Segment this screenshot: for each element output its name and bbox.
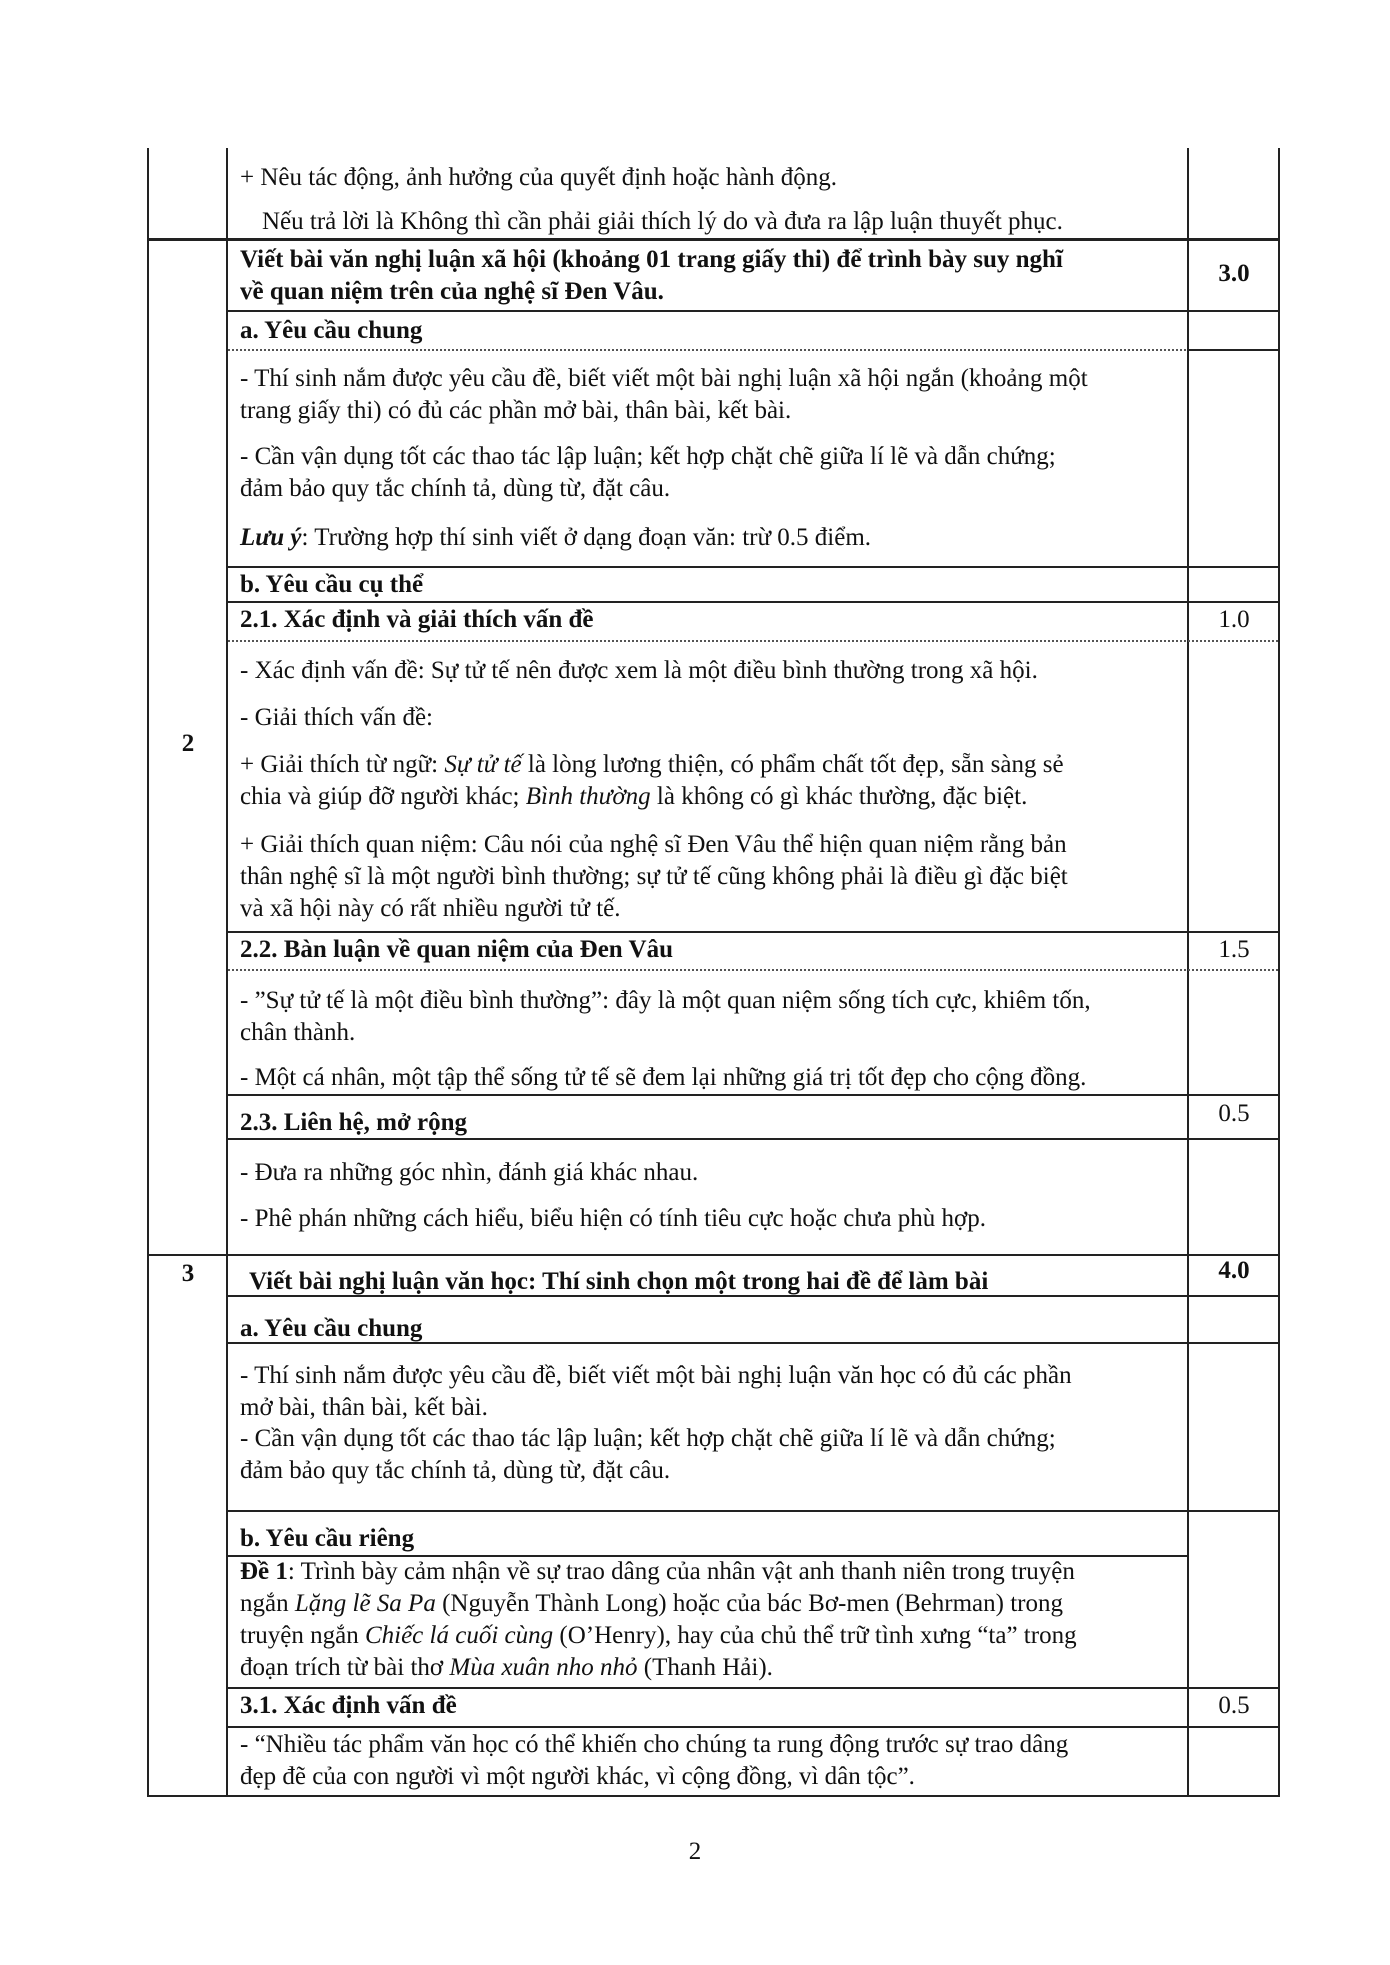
s23-p1: - Đưa ra những góc nhìn, đánh giá khác nhau. [240, 1159, 699, 1186]
row-dotted-line [228, 349, 1186, 351]
s21-p2: - Giải thích vấn đề: [240, 704, 433, 731]
q3-specific-heading: b. Yêu cầu riêng [240, 1525, 415, 1552]
row-line [226, 931, 1280, 933]
de1-work-title: Lặng lẽ Sa Pa [294, 1590, 436, 1617]
q2-general-p1-line-2: trang giấy thi) có đủ các phần mở bài, thân bài, kết bài. [240, 397, 792, 424]
s21-p4-line-2: thân nghệ sĩ là một người bình thường; sự tử tế cũng không phải là điều gì đặc biệt [240, 863, 1068, 890]
s21-p4-line-1: + Giải thích quan niệm: Câu nói của nghệ sĩ Đen Vâu thể hiện quan niệm rằng bản [240, 831, 1067, 858]
q2-top-border [147, 238, 1280, 241]
de1-text: : Trình bày cảm nhận về sự trao dâng của nhân vật anh thanh niên trong truyện [287, 1558, 1075, 1585]
q3-general-line-2: mở bài, thân bài, kết bài. [240, 1394, 488, 1421]
q2-note-text: : Trường hợp thí sinh viết ở dạng đoạn văn: trừ 0.5 điểm. [301, 524, 872, 551]
s22-p1-line-2: chân thành. [240, 1019, 356, 1046]
q3-general-line-4: đảm bảo quy tắc chính tả, dùng từ, đặt câu. [240, 1457, 671, 1484]
s23-score: 0.5 [1218, 1100, 1250, 1127]
row-dotted-line [228, 969, 1278, 971]
de1-line-1 [240, 1556, 1075, 1588]
de1-text: ngắn [240, 1590, 295, 1617]
q2-general-p2-line-2: đảm bảo quy tắc chính tả, dùng từ, đặt câu. [240, 475, 671, 502]
q2-note-label: Lưu ý [240, 524, 302, 551]
page-number: 2 [688, 1838, 702, 1865]
q3-title: Viết bài nghị luận văn học: Thí sinh chọn một trong hai đề để làm bài [249, 1268, 989, 1295]
s23-heading: 2.3. Liên hệ, mở rộng [240, 1109, 468, 1136]
question-2-number: 2 [181, 730, 195, 757]
row-line [1187, 349, 1280, 351]
q3-top-border [147, 1254, 1280, 1256]
q2-general-p1-line-1: - Thí sinh nắm được yêu cầu đề, biết viết một bài nghị luận xã hội ngắn (khoảng một [240, 365, 1088, 392]
de1-text: (Nguyễn Thành Long) hoặc của bác Bơ-men (Behrman) trong [435, 1590, 1063, 1617]
table-bottom-border [147, 1795, 1280, 1797]
q2-general-heading: a. Yêu cầu chung [240, 317, 423, 344]
question-3-number: 3 [181, 1260, 195, 1287]
s31-line-2: đẹp đẽ của con người vì một người khác, vì cộng đồng, vì dân tộc”. [240, 1763, 915, 1790]
q3-general-line-3: - Cần vận dụng tốt các thao tác lập luận; kết hợp chặt chẽ giữa lí lẽ và dẫn chứng; [240, 1425, 1056, 1452]
s21-p3-text: chia và giúp đỡ người khác; [240, 783, 526, 810]
s22-score: 1.5 [1218, 936, 1250, 963]
row-line [226, 1726, 1280, 1728]
s21-p3-term: Bình thường [525, 783, 651, 810]
s21-p3-line-1 [240, 749, 1064, 781]
row-line [226, 1094, 1280, 1096]
s22-p2: - Một cá nhân, một tập thể sống tử tế sẽ đem lại những giá trị tốt đẹp cho cộng đồng. [240, 1064, 1087, 1091]
s22-p1-line-1: - ”Sự tử tế là một điều bình thường”: đây là một quan niệm sống tích cực, khiêm tốn, [240, 987, 1091, 1014]
de1-line-2 [240, 1588, 1063, 1620]
s21-p3-text: + Giải thích từ ngữ: [240, 751, 445, 778]
row-line [226, 566, 1280, 568]
s31-line-1: - “Nhiều tác phẩm văn học có thể khiến cho chúng ta rung động trước sự trao dâng [240, 1731, 1069, 1758]
s21-p3-line-2 [240, 781, 1027, 813]
top-line-1: + Nêu tác động, ảnh hưởng của quyết định hoặc hành động. [240, 164, 837, 191]
s21-p3-text: là không có gì khác thường, đặc biệt. [650, 783, 1028, 810]
table-left-border [147, 148, 149, 1796]
s21-p3-term: Sự tử tế [444, 751, 522, 778]
q3-score: 4.0 [1218, 1257, 1250, 1284]
de1-line-4 [240, 1652, 773, 1684]
s21-p3-text: là lòng lương thiện, có phẩm chất tốt đẹp, sẵn sàng sẻ [521, 751, 1064, 778]
q2-title-line-2: về quan niệm trên của nghệ sĩ Đen Vâu. [240, 278, 664, 305]
de1-text: đoạn trích từ bài thơ [240, 1654, 450, 1681]
table-right-border [1278, 148, 1280, 1796]
q2-score: 3.0 [1218, 260, 1250, 287]
de1-work-title: Chiếc lá cuối cùng [364, 1622, 554, 1649]
de1-work-title: Mùa xuân nho nhỏ [449, 1654, 638, 1681]
top-line-2: Nếu trả lời là Không thì cần phải giải thích lý do và đưa ra lập luận thuyết phục. [262, 208, 1063, 235]
row-line [226, 601, 1280, 603]
row-line [226, 1510, 1280, 1512]
de1-label: Đề 1 [240, 1558, 288, 1585]
q2-specific-heading: b. Yêu cầu cụ thể [240, 571, 424, 598]
q2-note [240, 522, 871, 554]
s21-heading: 2.1. Xác định và giải thích vấn đề [240, 606, 594, 633]
q2-title-line-1: Viết bài văn nghị luận xã hội (khoảng 01 trang giấy thi) để trình bày suy nghĩ [240, 246, 1063, 273]
q3-general-line-1: - Thí sinh nắm được yêu cầu đề, biết viết một bài nghị luận văn học có đủ các phần [240, 1362, 1072, 1389]
s23-p2: - Phê phán những cách hiểu, biểu hiện có tính tiêu cực hoặc chưa phù hợp. [240, 1205, 987, 1232]
row-line [226, 310, 1280, 312]
de1-text: truyện ngắn [240, 1622, 365, 1649]
s31-heading: 3.1. Xác định vấn đề [240, 1692, 457, 1719]
s21-score: 1.0 [1218, 606, 1250, 633]
de1-text: (Thanh Hải). [637, 1654, 773, 1681]
s22-heading: 2.2. Bàn luận về quan niệm của Đen Vâu [240, 936, 673, 963]
row-dotted-line [228, 640, 1278, 642]
col1-divider [226, 148, 228, 1796]
row-line [226, 1687, 1280, 1689]
de1-line-3 [240, 1620, 1077, 1652]
q3-general-heading: a. Yêu cầu chung [240, 1315, 423, 1342]
s31-score: 0.5 [1218, 1692, 1250, 1719]
q2-general-p2-line-1: - Cần vận dụng tốt các thao tác lập luận; kết hợp chặt chẽ giữa lí lẽ và dẫn chứng; [240, 443, 1056, 470]
s21-p1: - Xác định vấn đề: Sự tử tế nên được xem là một điều bình thường trong xã hội. [240, 657, 1038, 684]
col2-divider [1187, 148, 1189, 1796]
s21-p4-line-3: và xã hội này có rất nhiều người tử tế. [240, 895, 621, 922]
de1-text: (O’Henry), hay của chủ thể trữ tình xưng “ta” trong [553, 1622, 1077, 1649]
